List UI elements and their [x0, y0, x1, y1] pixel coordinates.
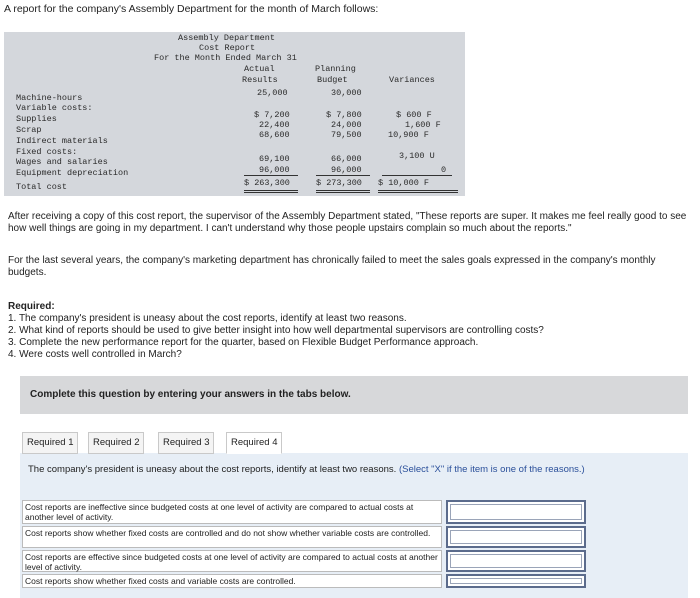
- tab-required-4[interactable]: Required 4: [226, 432, 282, 454]
- cost-report: [4, 32, 465, 196]
- variance-value: $ 600 F: [396, 110, 432, 120]
- total-rule: [244, 190, 298, 191]
- total-rule: [378, 192, 458, 193]
- actual-value: 22,400: [259, 120, 290, 130]
- col-variances: Variances: [389, 75, 435, 85]
- actual-total: $ 263,300: [244, 178, 290, 188]
- budget-value: $ 7,800: [326, 110, 362, 120]
- row-label: Variable costs:: [16, 103, 93, 113]
- budget-value: 24,000: [331, 120, 362, 130]
- total-rule: [316, 192, 370, 193]
- col-budget-1: Planning: [315, 64, 356, 74]
- row-label: Machine-hours: [16, 93, 83, 103]
- col-actual-2: Results: [242, 75, 278, 85]
- option-1-answer-box[interactable]: [446, 500, 586, 524]
- subtotal-rule: [316, 175, 370, 176]
- problem-intro: A report for the company's Assembly Department for the month of March follows:: [4, 3, 379, 15]
- question-prompt: The company's president is uneasy about the cost reports, identify at least two reasons.: [28, 464, 397, 475]
- required-item: 1. The company's president is uneasy about the cost reports, identify at least two reasons.: [8, 313, 407, 324]
- budget-value: 96,000: [331, 165, 362, 175]
- option-row-3: Cost reports are effective since budgeted costs at one level of activity are compared to actual costs at another level of activity.: [22, 550, 442, 572]
- option-4-answer-box[interactable]: [446, 574, 586, 588]
- option-row-2: Cost reports show whether fixed costs are controlled and do not show whether variable costs are controlled.: [22, 526, 442, 548]
- row-label: Fixed costs:: [16, 147, 78, 157]
- marketing-paragraph: For the last several years, the company's marketing department has chronically failed to meet the sales goals expressed in the company's monthly budgets.: [8, 255, 656, 278]
- required-item: 2. What kind of reports should be used to give better insight into how well departmental supervisors are controlling costs?: [8, 325, 544, 336]
- required-item: 3. Complete the new performance report for the quarter, based on Flexible Budget Performance approach.: [8, 337, 479, 348]
- total-rule: [244, 192, 298, 193]
- row-label: Indirect materials: [16, 136, 108, 146]
- tab-required-1[interactable]: Required 1: [22, 432, 78, 454]
- subtotal-rule: [382, 175, 452, 176]
- variance-total: $ 10,000 F: [378, 178, 430, 188]
- variance-value: 1,600 F: [405, 120, 441, 130]
- option-2-answer-box[interactable]: [446, 526, 586, 548]
- row-label: Scrap: [16, 125, 42, 135]
- row-label: Wages and salaries: [16, 157, 108, 167]
- variance-value: 3,100 U: [399, 151, 435, 161]
- question-hint: (Select "X" if the item is one of the reasons.): [398, 464, 585, 475]
- budget-value: 30,000: [331, 88, 362, 98]
- variance-value: 0: [441, 165, 447, 175]
- budget-total: $ 273,300: [316, 178, 362, 188]
- budget-value: 79,500: [331, 130, 362, 140]
- tab-required-3[interactable]: Required 3: [158, 432, 214, 454]
- actual-value: 25,000: [257, 88, 288, 98]
- row-label: Total cost: [16, 182, 68, 192]
- required-title: Required:: [8, 301, 55, 312]
- subtotal-rule: [244, 175, 298, 176]
- total-rule: [316, 190, 370, 191]
- actual-value: 69,100: [259, 154, 290, 164]
- instructions-banner: [20, 376, 688, 414]
- option-row-4: Cost reports show whether fixed costs and variable costs are controlled.: [22, 574, 442, 588]
- budget-value: 66,000: [331, 154, 362, 164]
- actual-value: $ 7,200: [254, 110, 290, 120]
- required-item: 4. Were costs well controlled in March?: [8, 349, 182, 360]
- col-actual-1: Actual: [244, 64, 275, 74]
- option-row-1: Cost reports are ineffective since budgeted costs at one level of activity are compared to actual costs at another level of activity.: [22, 500, 442, 524]
- tab-required-2[interactable]: Required 2: [88, 432, 144, 454]
- required-section: [8, 301, 688, 361]
- total-rule: [378, 190, 458, 191]
- variance-value: 10,900 F: [388, 130, 429, 140]
- row-label: Equipment depreciation: [16, 168, 129, 178]
- question-text: [28, 464, 648, 475]
- col-budget-2: Budget: [317, 75, 348, 85]
- report-title: Assembly Department: [178, 33, 275, 43]
- supervisor-paragraph: After receiving a copy of this cost report, the supervisor of the Assembly Department stated, "These reports are super. It makes me feel really good to see how well things are going in my department. I can't understand why those people upstairs complain so much about the reports.": [8, 211, 687, 234]
- option-3-answer-box[interactable]: [446, 550, 586, 572]
- actual-value: 68,600: [259, 130, 290, 140]
- report-subtitle: Cost Report: [199, 43, 256, 53]
- row-label: Supplies: [16, 114, 57, 124]
- report-period: For the Month Ended March 31: [154, 53, 297, 63]
- banner-text: Complete this question by entering your answers in the tabs below.: [30, 389, 351, 400]
- actual-value: 96,000: [259, 165, 290, 175]
